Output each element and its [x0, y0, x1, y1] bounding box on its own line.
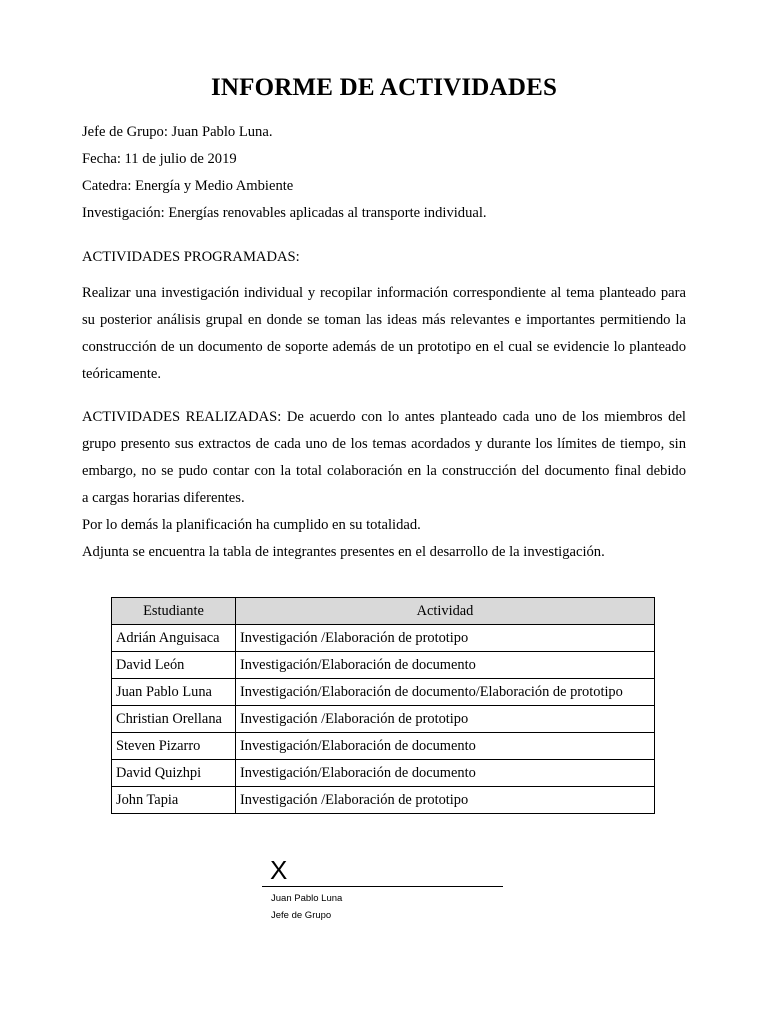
cell-estudiante: David Quizhpi [112, 760, 236, 787]
actividades-realizadas-text [82, 404, 686, 566]
paragraph-line: Realizar una investigación individual y recopilar información correspondiente al tema planteado para [82, 285, 686, 301]
table-row [112, 706, 655, 733]
cell-estudiante: David León [112, 652, 236, 679]
paragraph-line: a cargas horarias diferentes. [82, 490, 245, 506]
signature-role: Jefe de Grupo [271, 910, 332, 921]
cell-estudiante: Steven Pizarro [112, 733, 236, 760]
cell-estudiante: Christian Orellana [112, 706, 236, 733]
catedra: Catedra: Energía y Medio Ambiente [82, 178, 294, 194]
cell-actividad: Investigación/Elaboración de documento [236, 733, 655, 760]
cell-actividad: Investigación /Elaboración de prototipo [236, 706, 655, 733]
paragraph-line: Adjunta se encuentra la tabla de integrantes presentes en el desarrollo de la investigación. [82, 544, 605, 560]
jefe-de-grupo: Jefe de Grupo: Juan Pablo Luna. [82, 124, 273, 140]
document-title: INFORME DE ACTIVIDADES [210, 74, 558, 101]
table-row [112, 787, 655, 814]
table-row [112, 760, 655, 787]
paragraph-line: embargo, no se pudo contar con la total colaboración en la construcción del documento final debido [82, 463, 686, 479]
table-header-row [112, 598, 655, 625]
paragraph-line: Por lo demás la planificación ha cumplido en su totalidad. [82, 517, 421, 533]
column-header-estudiante: Estudiante [112, 598, 236, 625]
cell-actividad: Investigación /Elaboración de prototipo [236, 625, 655, 652]
cell-estudiante: Juan Pablo Luna [112, 679, 236, 706]
table-row [112, 625, 655, 652]
paragraph-line: su posterior análisis grupal en donde se toman las ideas más relevantes e importantes permitiendo la [82, 312, 686, 328]
cell-actividad: Investigación/Elaboración de documento/Elaboración de prototipo [236, 679, 655, 706]
signature-name: Juan Pablo Luna [271, 893, 343, 904]
cell-estudiante: Adrián Anguisaca [112, 625, 236, 652]
paragraph-line: construcción de un documento de soporte además de un prototipo en el cual se evidencie lo planteado [82, 339, 686, 355]
table-row [112, 679, 655, 706]
cell-estudiante: John Tapia [112, 787, 236, 814]
cell-actividad: Investigación /Elaboración de prototipo [236, 787, 655, 814]
cell-actividad: Investigación/Elaboración de documento [236, 652, 655, 679]
column-header-actividad: Actividad [236, 598, 655, 625]
investigacion: Investigación: Energías renovables aplicadas al transporte individual. [82, 205, 487, 221]
members-table [111, 597, 655, 814]
paragraph-line: grupo presento sus extractos de cada uno de los temas acordados y durante los límites de tiempo, sin [82, 436, 686, 452]
paragraph-line: ACTIVIDADES REALIZADAS: De acuerdo con lo antes planteado cada uno de los miembros del [82, 409, 686, 425]
cell-actividad: Investigación/Elaboración de documento [236, 760, 655, 787]
actividades-programadas-text [82, 280, 686, 388]
table-row [112, 652, 655, 679]
table-row [112, 733, 655, 760]
fecha: Fecha: 11 de julio de 2019 [82, 151, 237, 167]
signature-mark: X [270, 855, 288, 885]
actividades-programadas-heading: ACTIVIDADES PROGRAMADAS: [82, 249, 300, 265]
paragraph-line: teóricamente. [82, 366, 162, 382]
signature-line [262, 886, 503, 887]
